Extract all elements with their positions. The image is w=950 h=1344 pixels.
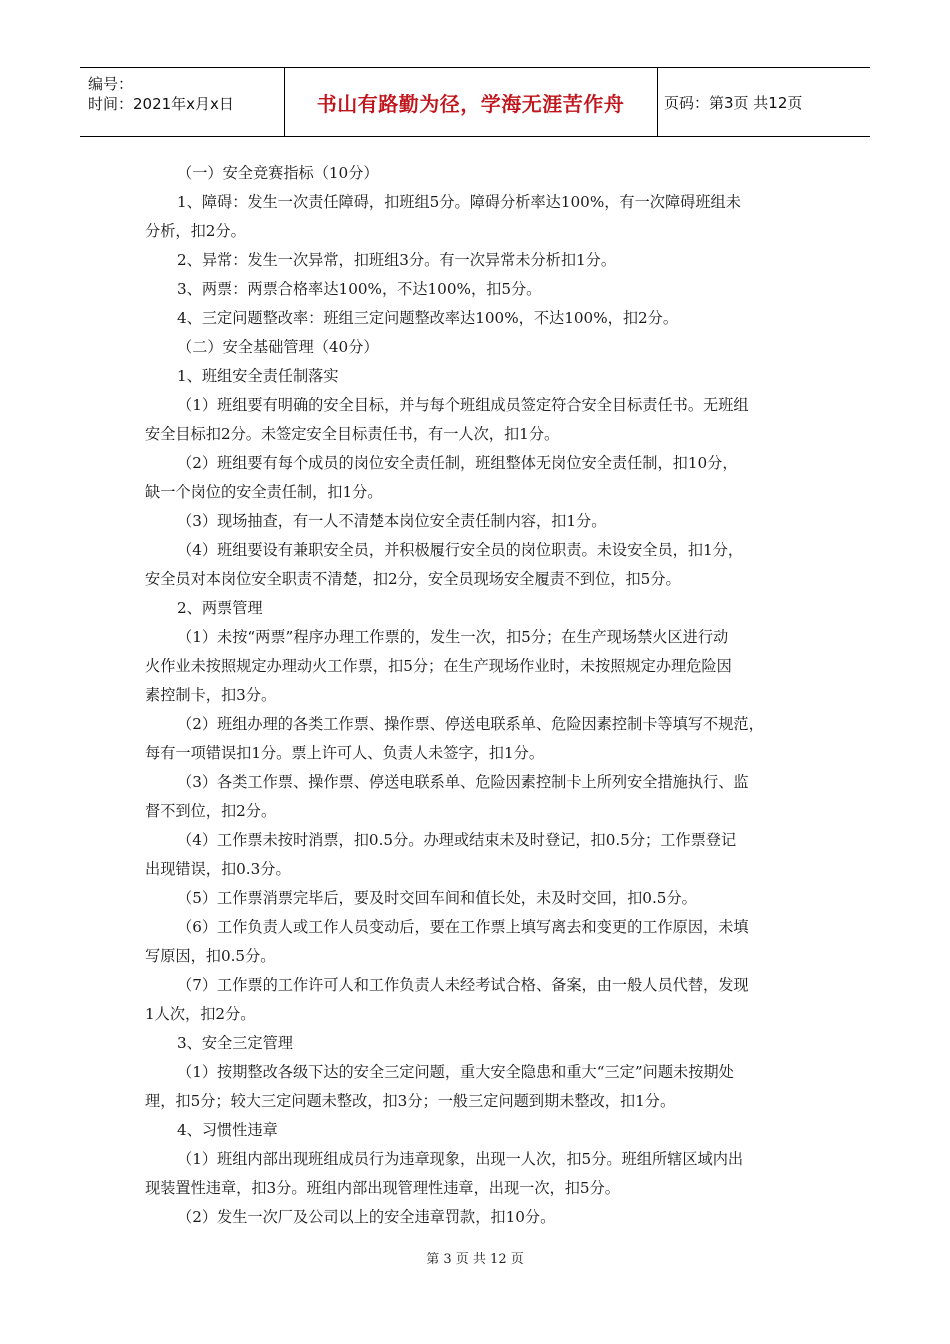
- body-line: （2）班组要有每个成员的岗位安全责任制，班组整体无岗位安全责任制，扣10分，: [177, 454, 738, 472]
- header-divider-right: [657, 68, 658, 136]
- body-line: 写原因，扣0.5分。: [145, 947, 276, 965]
- body-line: （2）发生一次厂及公司以上的安全违章罚款，扣10分。: [177, 1208, 556, 1226]
- body-line: 1人次，扣2分。: [145, 1005, 256, 1023]
- body-line: （1）未按“两票”程序办理工作票的，发生一次，扣5分；在生产现场禁火区进行动: [177, 628, 729, 646]
- body-line: 督不到位，扣2分。: [145, 802, 277, 820]
- body-line: （3）现场抽查，有一人不清楚本岗位安全责任制内容，扣1分。: [177, 512, 607, 530]
- body-line: （5）工作票消票完毕后，要及时交回车间和值长处，未及时交回，扣0.5分。: [177, 889, 697, 907]
- body-line: （4）班组要设有兼职安全员，并积极履行安全员的岗位职责。未设安全员，扣1分，: [177, 541, 744, 559]
- body-line: 2、两票管理: [177, 599, 263, 617]
- page-header: [80, 67, 870, 137]
- body-line: （1）班组要有明确的安全目标，并与每个班组成员签定符合安全目标责任书。无班组: [177, 396, 749, 414]
- body-line: 1、班组安全责任制落实: [177, 367, 339, 385]
- body-line: （7）工作票的工作许可人和工作负责人未经考试合格、备案，由一般人员代替，发现: [177, 976, 749, 994]
- body-line: 出现错误，扣0.3分。: [145, 860, 291, 878]
- body-line: 分析，扣2分。: [145, 222, 246, 240]
- page-footer: 第 3 页 共 12 页: [426, 1252, 524, 1267]
- header-page-info: 页码：第3页 共12页: [664, 93, 803, 112]
- body-line: 每有一项错误扣1分。票上许可人、负责人未签字，扣1分。: [145, 744, 545, 762]
- body-line: 安全目标扣2分。未签定安全目标责任书，有一人次，扣1分。: [145, 425, 560, 443]
- body-line: 4、习惯性违章: [177, 1121, 278, 1139]
- body-line: 3、两票：两票合格率达100%，不达100%，扣5分。: [177, 280, 542, 298]
- header-meta: [88, 74, 234, 114]
- body-line: （2）班组办理的各类工作票、操作票、停送电联系单、危险因素控制卡等填写不规范，: [177, 715, 764, 733]
- header-motto: 书山有路勤为径，学海无涯苦作舟: [316, 91, 625, 116]
- body-line: （1）班组内部出现班组成员行为违章现象，出现一人次，扣5分。班组所辖区域内出: [177, 1150, 744, 1168]
- document-date: 时间：2021年x月x日: [88, 95, 234, 113]
- body-line: （一）安全竞赛指标（10分）: [177, 164, 379, 182]
- body-line: 4、三定问题整改率：班组三定问题整改率达100%，不达100%，扣2分。: [177, 309, 679, 327]
- body-line: 2、异常：发生一次异常，扣班组3分。有一次异常未分析扣1分。: [177, 251, 617, 269]
- body-line: （1）按期整改各级下达的安全三定问题，重大安全隐患和重大“三定”问题未按期处: [177, 1063, 734, 1081]
- body-line: （二）安全基础管理（40分）: [177, 338, 379, 356]
- body-line: 1、障碍：发生一次责任障碍，扣班组5分。障碍分析率达100%，有一次障碍班组未: [177, 193, 741, 211]
- body-line: 理，扣5分；较大三定问题未整改，扣3分；一般三定问题到期未整改，扣1分。: [145, 1092, 676, 1110]
- document-number-label: 编号：: [88, 75, 134, 93]
- document-body: [145, 159, 817, 1232]
- body-line: 3、安全三定管理: [177, 1034, 293, 1052]
- body-line: （3）各类工作票、操作票、停送电联系单、危险因素控制卡上所列安全措施执行、监: [177, 773, 749, 791]
- body-line: 素控制卡，扣3分。: [145, 686, 277, 704]
- body-line: 火作业未按照规定办理动火工作票，扣5分；在生产现场作业时，未按照规定办理危险因: [145, 657, 732, 675]
- body-line: 安全员对本岗位安全职责不清楚，扣2分，安全员现场安全履责不到位，扣5分。: [145, 570, 681, 588]
- body-line: （6）工作负责人或工作人员变动后，要在工作票上填写离去和变更的工作原因，未填: [177, 918, 749, 936]
- body-line: 缺一个岗位的安全责任制，扣1分。: [145, 483, 383, 501]
- body-line: （4）工作票未按时消票，扣0.5分。办理或结束未及时登记，扣0.5分；工作票登记: [177, 831, 737, 849]
- body-line: 现装置性违章，扣3分。班组内部出现管理性违章，出现一次，扣5分。: [145, 1179, 620, 1197]
